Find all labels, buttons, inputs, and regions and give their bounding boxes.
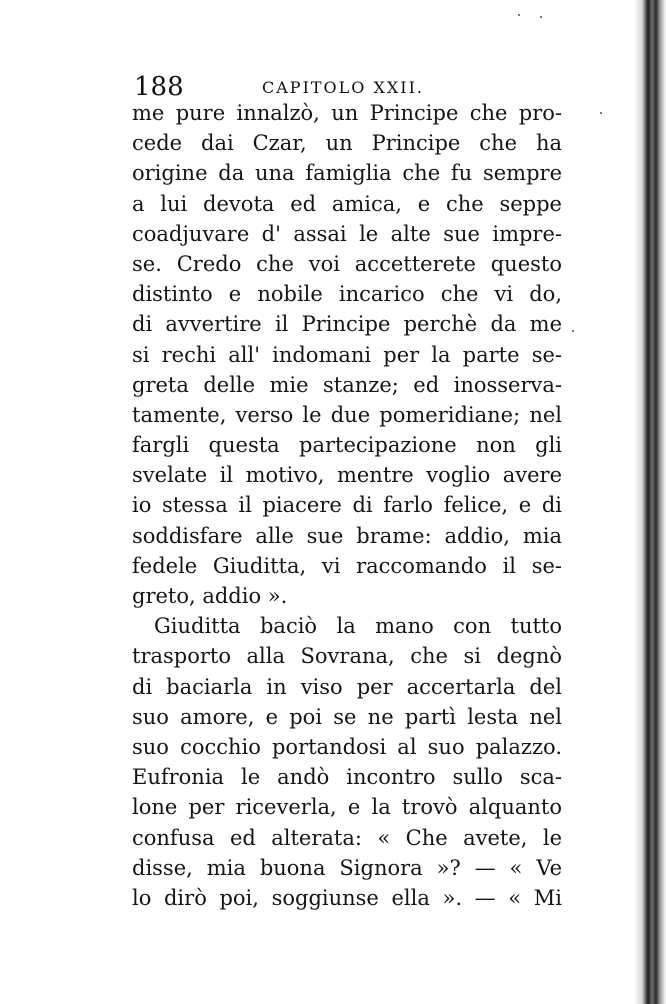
text-line: lone per riceverla, e la trovò alquanto	[132, 795, 562, 820]
text-line: confusa ed alterata: « Che avete, le	[132, 825, 562, 850]
text-line: tamente, verso le due pomeridiane; nel	[132, 402, 562, 427]
text-line: fedele Giuditta, vi raccomando il se-	[132, 553, 562, 578]
paper-speck	[600, 112, 602, 114]
text-line: si rechi all' indomani per la parte se-	[132, 342, 562, 367]
text-line: coadjuvare d' assai le alte sue impre-	[132, 221, 562, 246]
text-line: soddisfare alle sue brame: addio, mia	[132, 523, 562, 548]
text-line: suo cocchio portandosi al suo palazzo.	[132, 734, 562, 759]
text-line: di baciarla in viso per accertarla del	[132, 674, 562, 699]
text-line: disse, mia buona Signora »? — « Ve	[132, 855, 562, 880]
text-line: fargli questa partecipazione non gli	[132, 433, 562, 458]
text-line: cede dai Czar, un Principe che ha	[132, 131, 562, 156]
text-line: greta delle mie stanze; ed inosserva-	[132, 372, 562, 397]
running-head: CAPITOLO XXII.	[262, 78, 425, 97]
book-spine-edge	[634, 0, 666, 1004]
text-line: di avvertire il Principe perchè da me	[132, 312, 562, 337]
body-text	[132, 98, 562, 913]
text-line: a lui devota ed amica, e che seppe	[132, 191, 562, 216]
text-line: suo amore, e poi se ne partì lesta nel	[132, 704, 562, 729]
text-line: lo dirò poi, soggiunse ella ». — « Mi	[132, 885, 562, 910]
text-line: se. Credo che voi accetterete questo	[132, 251, 562, 276]
text-line: greto, addio ».	[132, 584, 288, 608]
text-line: origine da una famiglia che fu sempre	[132, 161, 562, 186]
paper-speck	[540, 16, 542, 18]
text-line: svelate il motivo, mentre voglio avere	[132, 463, 562, 488]
text-line: trasporto alla Sovrana, che si degnò	[132, 644, 562, 669]
text-line: distinto e nobile incarico che vi do,	[132, 282, 562, 307]
paper-speck	[572, 330, 574, 332]
paragraph-first-line: Giuditta baciò la mano con tutto	[154, 614, 562, 639]
paper-speck	[518, 14, 520, 16]
text-line: me pure innalzò, un Principe che pro-	[132, 101, 562, 125]
page-number: 188	[134, 72, 184, 102]
text-line: io stessa il piacere di farlo felice, e di	[132, 493, 562, 518]
text-line: Eufronia le andò incontro sullo sca-	[132, 765, 562, 790]
